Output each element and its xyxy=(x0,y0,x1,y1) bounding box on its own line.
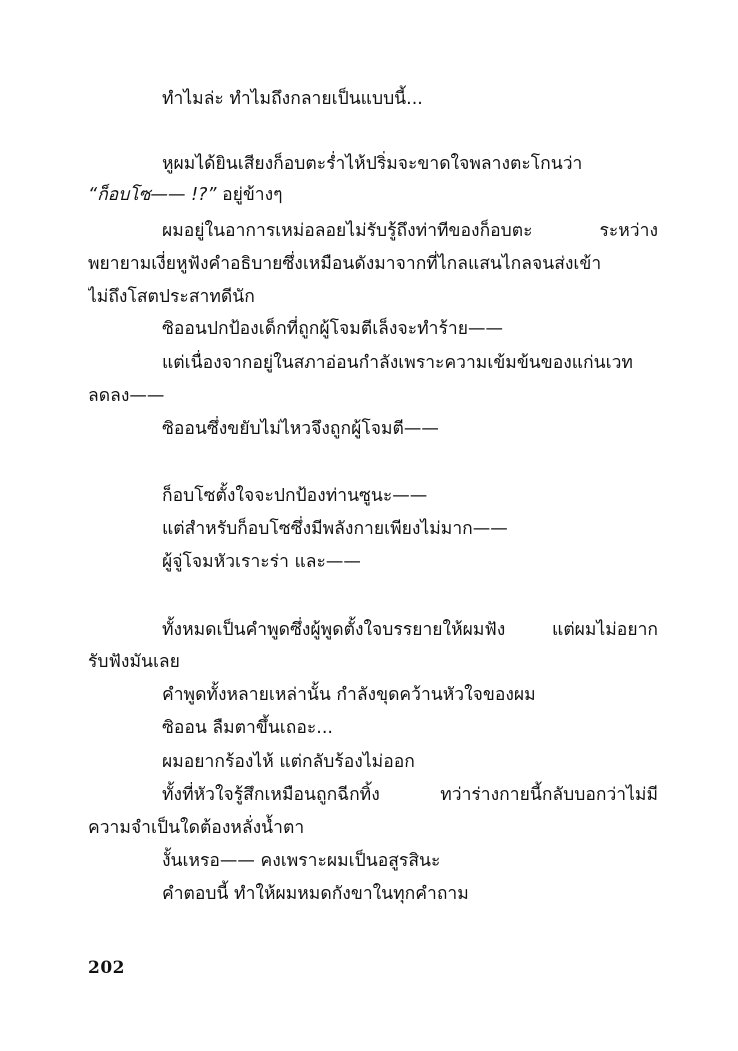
paragraph-line: แต่สำหรับก็อบโซซึ่งมีพลังกายเพียงไม่มาก—— xyxy=(162,519,508,539)
paragraph-line: คำตอบนี้ ทำให้ผมหมดกังขาในทุกคำถาม xyxy=(162,884,469,904)
paragraph-line: ทั้งที่หัวใจรู้สึกเหมือนถูกฉีกทิ้ง ทว่าร่างกายนี้กลับบอกว่าไม่มี xyxy=(162,785,658,805)
paragraph-line xyxy=(88,180,658,210)
paragraph-line: ซิออนปกป้องเด็กที่ถูกผู้โจมตีเล็งจะทำร้าย—— xyxy=(162,319,503,339)
dialogue-tail: อยู่ข้างๆ xyxy=(216,185,283,205)
paragraph-line: ผมอยากร้องไห้ แต่กลับร้องไม่ออก xyxy=(162,752,415,772)
paragraph-line: พยายามเงี่ยหูฟังคำอธิบายซึ่งเหมือนดังมาจากที่ไกลแสนไกลจนส่งเข้า xyxy=(88,254,602,274)
paragraph-line: ลดลง—— xyxy=(88,386,165,406)
paragraph-line: ซิออน ลืมตาขึ้นเถอะ... xyxy=(162,718,333,738)
paragraph-line: ทั้งหมดเป็นคำพูดซึ่งผู้พูดตั้งใจบรรยายให้ผมฟัง แต่ผมไม่อยาก xyxy=(162,620,658,640)
paragraph-line: ทำไมล่ะ ทำไมถึงกลายเป็นแบบนี้... xyxy=(162,89,423,109)
paragraph-line: ซิออนซึ่งขยับไม่ไหวจึงถูกผู้โจมตี—— xyxy=(162,419,439,439)
paragraph-line: รับฟังมันเลย xyxy=(88,652,180,672)
paragraph-line: งั้นเหรอ—— คงเพราะผมเป็นอสูรสินะ xyxy=(162,851,441,871)
paragraph-line: แต่เนื่องจากอยู่ในสภาอ่อนกำลังเพราะความเข้มข้นของแก่นเวท xyxy=(162,353,633,373)
paragraph-line: ผู้จู่โจมหัวเราะร่า และ—— xyxy=(162,552,361,572)
paragraph-line: หูผมได้ยินเสียงก็อบตะร่ำไห้ปริ่มจะขาดใจพลางตะโกนว่า xyxy=(162,154,583,174)
dialogue-quote: “ก็อบโซ—— !?” xyxy=(88,185,217,205)
page-number: 202 xyxy=(88,958,125,978)
paragraph-line: คำพูดทั้งหลายเหล่านั้น กำลังขุดคว้านหัวใจของผม xyxy=(162,685,536,705)
paragraph-line: ผมอยู่ในอาการเหม่อลอยไม่รับรู้ถึงท่าทีของก็อบตะ ระหว่าง xyxy=(162,221,658,241)
paragraph-line: ก็อบโซตั้งใจจะปกป้องท่านซูนะ—— xyxy=(162,486,428,506)
paragraph-line: ไม่ถึงโสตประสาทดีนัก xyxy=(88,287,255,307)
paragraph-line: ความจำเป็นใดต้องหลั่งน้ำตา xyxy=(88,818,305,838)
